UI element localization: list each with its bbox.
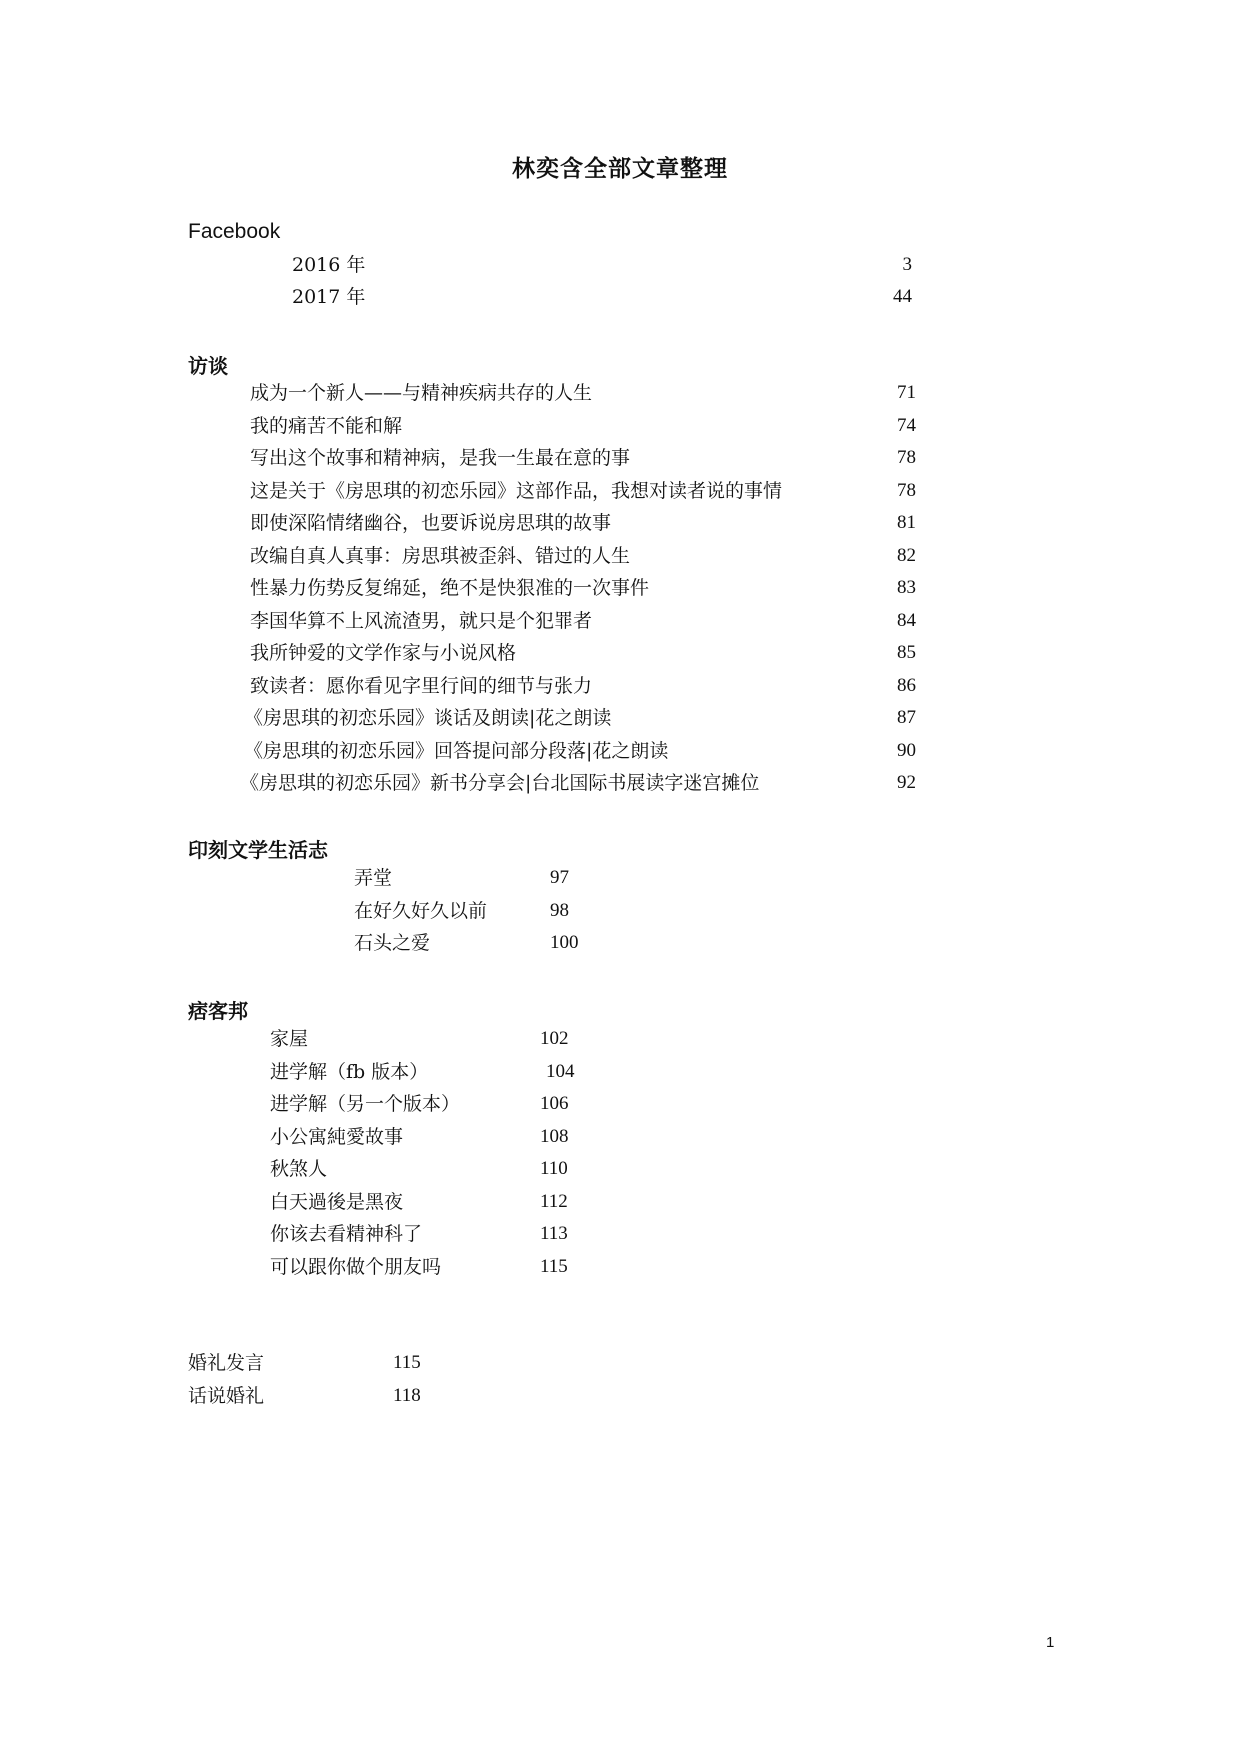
toc-entry-page: 113 xyxy=(540,1223,568,1244)
toc-entry xyxy=(354,863,614,893)
toc-entry xyxy=(250,411,916,441)
toc-entry xyxy=(292,250,912,280)
toc-entry-page: 108 xyxy=(540,1126,569,1147)
section-heading-interviews: 访谈 xyxy=(188,354,228,378)
toc-entry xyxy=(270,1122,600,1152)
toc-entry-label: 小公寓純愛故事 xyxy=(270,1126,404,1148)
toc-entry-label: 婚礼发言 xyxy=(188,1352,265,1374)
toc-entry-label: 这是关于《房思琪的初恋乐园》这部作品，我想对读者说的事情 xyxy=(250,480,783,502)
toc-entry-label: 2016 年 xyxy=(292,254,366,276)
toc-entry-label: 李国华算不上风流渣男，就只是个犯罪者 xyxy=(250,610,593,632)
toc-entry xyxy=(270,1089,600,1119)
toc-entry xyxy=(250,606,916,636)
toc-entry-label: 《房思琪的初恋乐园》回答提问部分段落|花之朗读 xyxy=(244,740,669,762)
toc-entry-page: 92 xyxy=(897,772,916,793)
toc-entry xyxy=(250,508,916,538)
toc-entry xyxy=(270,1024,600,1054)
toc-entry-page: 81 xyxy=(897,512,916,533)
toc-entry-page: 87 xyxy=(897,707,916,728)
toc-entry-page: 110 xyxy=(540,1158,568,1179)
toc-entry-label: 石头之爱 xyxy=(354,932,431,954)
toc-entry-page: 98 xyxy=(550,900,569,921)
toc-entry xyxy=(250,476,916,506)
toc-entry-page: 102 xyxy=(540,1028,569,1049)
toc-entry-label: 白天過後是黑夜 xyxy=(270,1191,404,1213)
toc-entry xyxy=(270,1154,600,1184)
toc-entry xyxy=(250,638,916,668)
toc-entry-page: 3 xyxy=(902,254,912,275)
toc-entry xyxy=(354,928,614,958)
toc-entry-label: 我的痛苦不能和解 xyxy=(250,415,403,437)
toc-entry-label: 《房思琪的初恋乐园》新书分享会|台北国际书展读字迷宫摊位 xyxy=(240,772,760,794)
toc-entry-page: 86 xyxy=(897,675,916,696)
toc-entry xyxy=(250,671,916,701)
toc-entry-page: 83 xyxy=(897,577,916,598)
toc-entry-label: 你该去看精神科了 xyxy=(270,1223,423,1245)
toc-entry-label: 《房思琪的初恋乐园》谈话及朗读|花之朗读 xyxy=(244,707,612,729)
toc-entry-label: 改编自真人真事：房思琪被歪斜、错过的人生 xyxy=(250,545,631,567)
toc-entry-label: 性暴力伤势反复绵延，绝不是快狠准的一次事件 xyxy=(250,577,650,599)
toc-entry-page: 78 xyxy=(897,447,916,468)
toc-entry xyxy=(244,736,916,766)
toc-entry-page: 44 xyxy=(893,286,912,307)
section-heading-inklife: 印刻文学生活志 xyxy=(188,838,328,862)
toc-entry-label: 2017 年 xyxy=(292,286,366,308)
toc-entry-label: 秋煞人 xyxy=(270,1158,328,1180)
toc-entry xyxy=(292,282,912,312)
toc-entry-page: 78 xyxy=(897,480,916,501)
footer-page-number: 1 xyxy=(1046,1634,1055,1651)
toc-entry xyxy=(270,1252,600,1282)
toc-entry-page: 97 xyxy=(550,867,569,888)
section-heading-pixnet: 痞客邦 xyxy=(188,999,248,1023)
toc-entry-page: 106 xyxy=(540,1093,569,1114)
toc-entry xyxy=(244,703,916,733)
toc-entry-page: 74 xyxy=(897,415,916,436)
toc-entry-label: 致读者：愿你看见字里行间的细节与张力 xyxy=(250,675,593,697)
toc-entry xyxy=(250,573,916,603)
toc-entry-label: 进学解（fb 版本） xyxy=(270,1061,429,1083)
page-title: 林奕含全部文章整理 xyxy=(512,156,728,182)
toc-entry xyxy=(188,1381,448,1411)
toc-entry-page: 112 xyxy=(540,1191,568,1212)
toc-entry xyxy=(250,443,916,473)
toc-entry-page: 115 xyxy=(540,1256,568,1277)
toc-entry-label: 即使深陷情绪幽谷，也要诉说房思琪的故事 xyxy=(250,512,612,534)
toc-entry xyxy=(250,378,916,408)
toc-entry-label: 我所钟爱的文学作家与小说风格 xyxy=(250,642,517,664)
toc-entry-page: 84 xyxy=(897,610,916,631)
section-heading-facebook: Facebook xyxy=(188,220,281,243)
toc-entry xyxy=(250,541,916,571)
toc-entry xyxy=(240,768,916,798)
toc-entry-label: 弄堂 xyxy=(354,867,393,889)
toc-entry-page: 85 xyxy=(897,642,916,663)
toc-entry xyxy=(270,1219,600,1249)
toc-entry xyxy=(188,1348,448,1378)
toc-entry xyxy=(270,1057,600,1087)
toc-entry-page: 115 xyxy=(393,1352,421,1373)
toc-entry-label: 话说婚礼 xyxy=(188,1385,265,1407)
toc-entry-label: 进学解（另一个版本） xyxy=(270,1093,461,1115)
toc-entry-page: 71 xyxy=(897,382,916,403)
toc-entry-label: 可以跟你做个朋友吗 xyxy=(270,1256,442,1278)
toc-entry xyxy=(354,896,614,926)
toc-entry-label: 成为一个新人——与精神疾病共存的人生 xyxy=(250,382,593,404)
toc-entry-page: 100 xyxy=(550,932,579,953)
toc-entry-page: 118 xyxy=(393,1385,421,1406)
toc-entry-label: 写出这个故事和精神病，是我一生最在意的事 xyxy=(250,447,631,469)
toc-entry-label: 在好久好久以前 xyxy=(354,900,488,922)
toc-entry-page: 90 xyxy=(897,740,916,761)
toc-entry xyxy=(270,1187,600,1217)
toc-entry-page: 82 xyxy=(897,545,916,566)
toc-entry-page: 104 xyxy=(546,1061,575,1082)
toc-entry-label: 家屋 xyxy=(270,1028,309,1050)
